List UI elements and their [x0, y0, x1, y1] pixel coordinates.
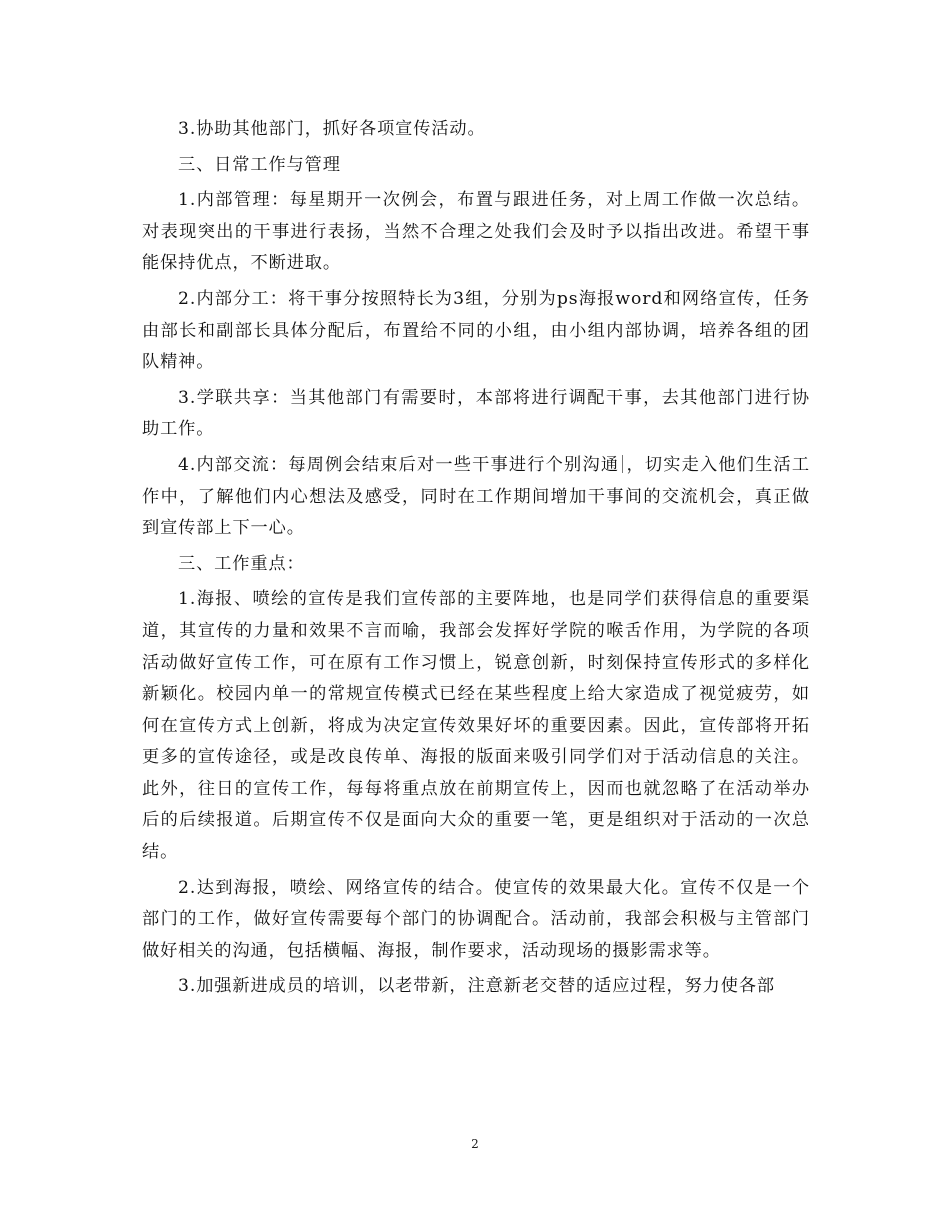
- paragraph-posters-publicity: 1.海报、喷绘的宣传是我们宣传部的主要阵地，也是同学们获得信息的重要渠道，其宣传的力量和效果不言而喻，我部会发挥好学院的喉舌作用，为学院的各项活动做好宣传工作，可在原有工作习惯上，锐意创新，时刻保持宣传形式的多样化新颖化。校园内单一的常规宣传模式已经在某些程度上给大家造成了视觉疲劳，如何在宣传方式上创新，将成为决定宣传效果好坏的重要因素。因此，宣传部将开拓更多的宣传途径，或是改良传单、海报的版面来吸引同学们对于活动信息的关注。此外，往日的宣传工作，每每将重点放在前期宣传上，因而也就忽略了在活动举办后的后续报道。后期宣传不仅是面向大众的重要一笔，更是组织对于活动的一次总结。: [142, 589, 810, 863]
- exchange-text-after-cursor: ，切实走入他们生活工作中，了解他们内心想法及感受，同时在工作期间增加干事间的交流机会，真正做到宣传部上下一心。: [142, 454, 810, 539]
- paragraph-assist-departments: 3.协助其他部门，抓好各项宣传活动。: [178, 119, 486, 139]
- paragraph-resource-sharing: 3.学联共享：当其他部门有需要时，本部将进行调配干事，去其他部门进行协助工作。: [142, 387, 810, 440]
- paragraph-member-training: 3.加强新进成员的培训，以老带新，注意新老交替的适应过程，努力使各部: [178, 976, 776, 997]
- text-cursor: [622, 455, 623, 473]
- document-body: [142, 114, 810, 1007]
- paragraph-internal-exchange[interactable]: [142, 450, 810, 545]
- paragraph-combined-publicity: 2.达到海报，喷绘、网络宣传的结合。使宣传的效果最大化。宣传不仅是一个部门的工作，做好宣传需要每个部门的协调配合。活动前，我部会积极与主管部门做好相关的沟通，包括横幅、海报，制作要求，活动现场的摄影需求等。: [142, 877, 810, 961]
- heading-daily-work: 三、日常工作与管理: [178, 154, 341, 175]
- paragraph-division-of-labor: 2.内部分工：将干事分按照特长为3组，分别为ps海报word和网络宣传，任务由部长和副部长具体分配后，布置给不同的小组，由小组内部协调，培养各组的团队精神。: [142, 288, 810, 373]
- exchange-text-before-cursor: 4.内部交流：每周例会结束后对一些干事进行个别沟通: [178, 454, 620, 475]
- paragraph-internal-management: 1.内部管理：每星期开一次例会，布置与跟进任务，对上周工作做一次总结。对表现突出的干事进行表扬，当然不合理之处我们会及时予以指出改进。希望干事能保持优点，不断进取。: [142, 190, 810, 274]
- page-number: 2: [471, 1137, 479, 1151]
- heading-work-focus: 三、工作重点：: [178, 553, 305, 574]
